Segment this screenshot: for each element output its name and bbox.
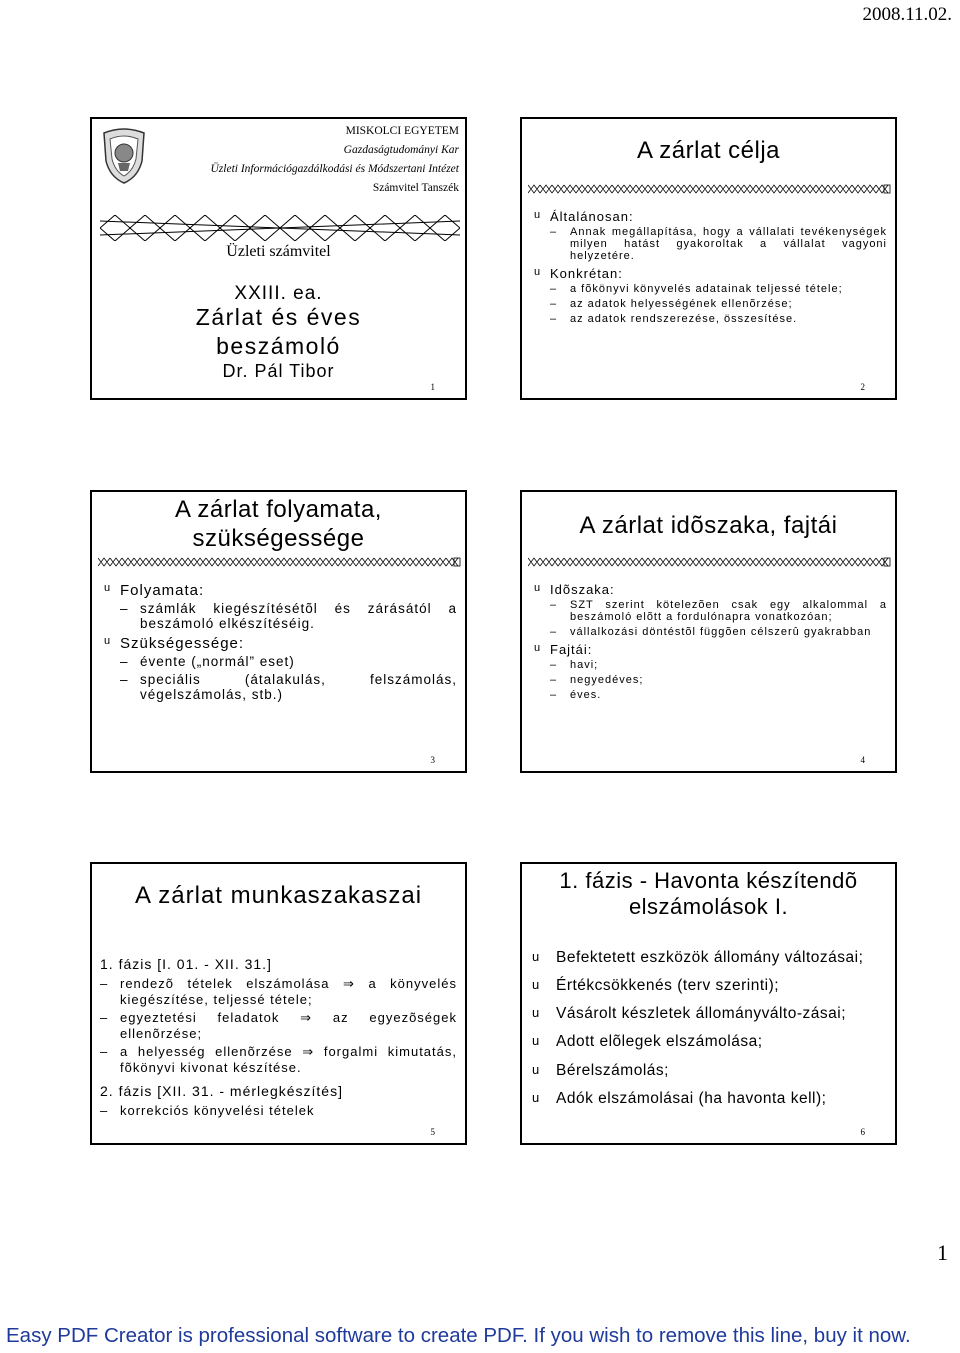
institute-name: Üzleti Információgazdálkodási és Módszertani Intézet <box>210 163 459 175</box>
list-item: – az adatok rendszerezése, összesítése. <box>550 313 887 325</box>
list-item: – éves. <box>550 689 887 701</box>
implies-arrow-icon: ⇒ <box>302 1044 315 1059</box>
list-item: u Adók elszámolásai (ha havonta kell); <box>530 1089 887 1109</box>
list-item: – korrekciós könyvelési tételek <box>100 1103 457 1118</box>
phase-2-heading: 2. fázis [XII. 31. - mérlegkészítés] <box>100 1083 343 1099</box>
list-item: u Szükségessége: – évente („normál” eset) – speciális (átalakulás, felszámolás, végelszámolás, stb.) <box>100 635 457 702</box>
decorative-border-band <box>528 556 892 568</box>
list-item: – a helyesség ellenõrzése ⇒ forgalmi kimutatás, fõkönyvi kivonat készítése. <box>100 1044 457 1075</box>
list-item: – a fõkönyvi könyvelés adatainak teljessé tétele; <box>550 283 887 295</box>
slide-4-title: A zárlat idõszaka, fajtái <box>579 512 838 539</box>
list-item: – havi; <box>550 659 887 671</box>
list-item: – SZT szerint kötelezõen csak egy alkalommal a beszámoló elõtt a fordulónapra vonatkozóan; <box>550 599 887 623</box>
phase-1-heading: 1. fázis [I. 01. - XII. 31.] <box>100 956 272 972</box>
decorative-border-band <box>98 556 462 568</box>
department-name: Számvitel Tanszék <box>372 182 459 194</box>
slide-5 <box>90 862 467 1145</box>
list-item: – az adatok helyességének ellenõrzése; <box>550 298 887 310</box>
list-item: u Értékcsökkenés (terv szerinti); <box>530 976 887 996</box>
list-item: – speciális (átalakulás, felszámolás, végelszámolás, stb.) <box>120 672 457 702</box>
slide-number: 6 <box>860 1127 865 1137</box>
slide-number: 2 <box>860 382 865 392</box>
faculty-name: Gazdaságtudományi Kar <box>343 144 459 156</box>
slide-3-title: A zárlat folyamata, szükségessége <box>175 496 382 552</box>
slide-2 <box>520 117 897 400</box>
university-name: MISKOLCI EGYETEM <box>345 125 459 137</box>
footer-notice: Easy PDF Creator is professional software to create PDF. If you wish to remove this line, buy it now. <box>6 1324 911 1347</box>
list-item: u Adott elõlegek elszámolása; <box>530 1032 887 1052</box>
slide-3 <box>90 490 467 773</box>
course-name: Üzleti számvitel <box>226 243 331 260</box>
slide-6-title: 1. fázis - Havonta készítendõ elszámolások I. <box>559 868 858 920</box>
list-item: u Vásárolt készletek állományválto-zásai; <box>530 1004 887 1024</box>
slide-4 <box>520 490 897 773</box>
implies-arrow-icon: ⇒ <box>343 976 355 991</box>
implies-arrow-icon: ⇒ <box>300 1010 313 1025</box>
slide-number: 5 <box>430 1127 435 1137</box>
decorative-lattice-band <box>100 215 460 241</box>
slide-2-title: A zárlat célja <box>636 137 781 164</box>
slide-1 <box>90 117 467 400</box>
list-item: u Idõszaka: – SZT szerint kötelezõen csak egy alkalommal a beszámoló elõtt a fordulónapra vonatkozóan; – vállalkozási döntéstõl függõen célszerû gyakrabban <box>530 582 887 638</box>
list-item: u Bérelszámolás; <box>530 1061 887 1081</box>
slide-number: 3 <box>430 755 435 765</box>
list-item: u Konkrétan: – a fõkönyvi könyvelés adatainak teljessé tétele; – az adatok helyességének ellenõrzése; – az adatok rendszerezése, összesítése. <box>530 266 887 325</box>
list-item: u Fajtái: – havi; – negyedéves; – éves. <box>530 642 887 701</box>
list-item: – egyeztetési feladatok ⇒ az egyezõségek ellenõrzése; <box>100 1010 457 1041</box>
university-seal-icon <box>98 127 150 185</box>
slide-1-title: Zárlat és éves beszámoló <box>195 304 362 359</box>
list-item: – negyedéves; <box>550 674 887 686</box>
slide-number: 1 <box>430 382 435 392</box>
slide-5-title: A zárlat munkaszakaszai <box>134 882 423 909</box>
list-item: u Általánosan: – Annak megállapítása, hogy a vállalati tevékenységek milyen hatást gyakoroltak a vállalat vagyoni helyzetére. <box>530 209 887 262</box>
list-item: u Folyamata: – számlák kiegészítésétõl és zárásától a beszámoló elkészítéséig. <box>100 582 457 631</box>
list-item: – évente („normál” eset) <box>120 654 457 669</box>
lecture-number: XXIII. ea. <box>234 283 323 304</box>
list-item: u Befektetett eszközök állomány változásai; <box>530 948 887 968</box>
slide-6 <box>520 862 897 1145</box>
list-item: – vállalkozási döntéstõl függõen célszerû gyakrabban <box>550 626 887 638</box>
header-date: 2008.11.02. <box>862 4 952 25</box>
list-item: – számlák kiegészítésétõl és zárásától a beszámoló elkészítéséig. <box>120 601 457 631</box>
author-name: Dr. Pál Tibor <box>222 361 335 381</box>
list-item: – rendezõ tételek elszámolása ⇒ a könyvelés kiegészítése, teljessé tétele; <box>100 976 457 1007</box>
page-number: 1 <box>937 1240 948 1265</box>
list-item: – Annak megállapítása, hogy a vállalati tevékenységek milyen hatást gyakoroltak a vállalat vagyoni helyzetére. <box>550 226 887 262</box>
decorative-border-band <box>528 183 892 195</box>
slide-number: 4 <box>860 755 865 765</box>
